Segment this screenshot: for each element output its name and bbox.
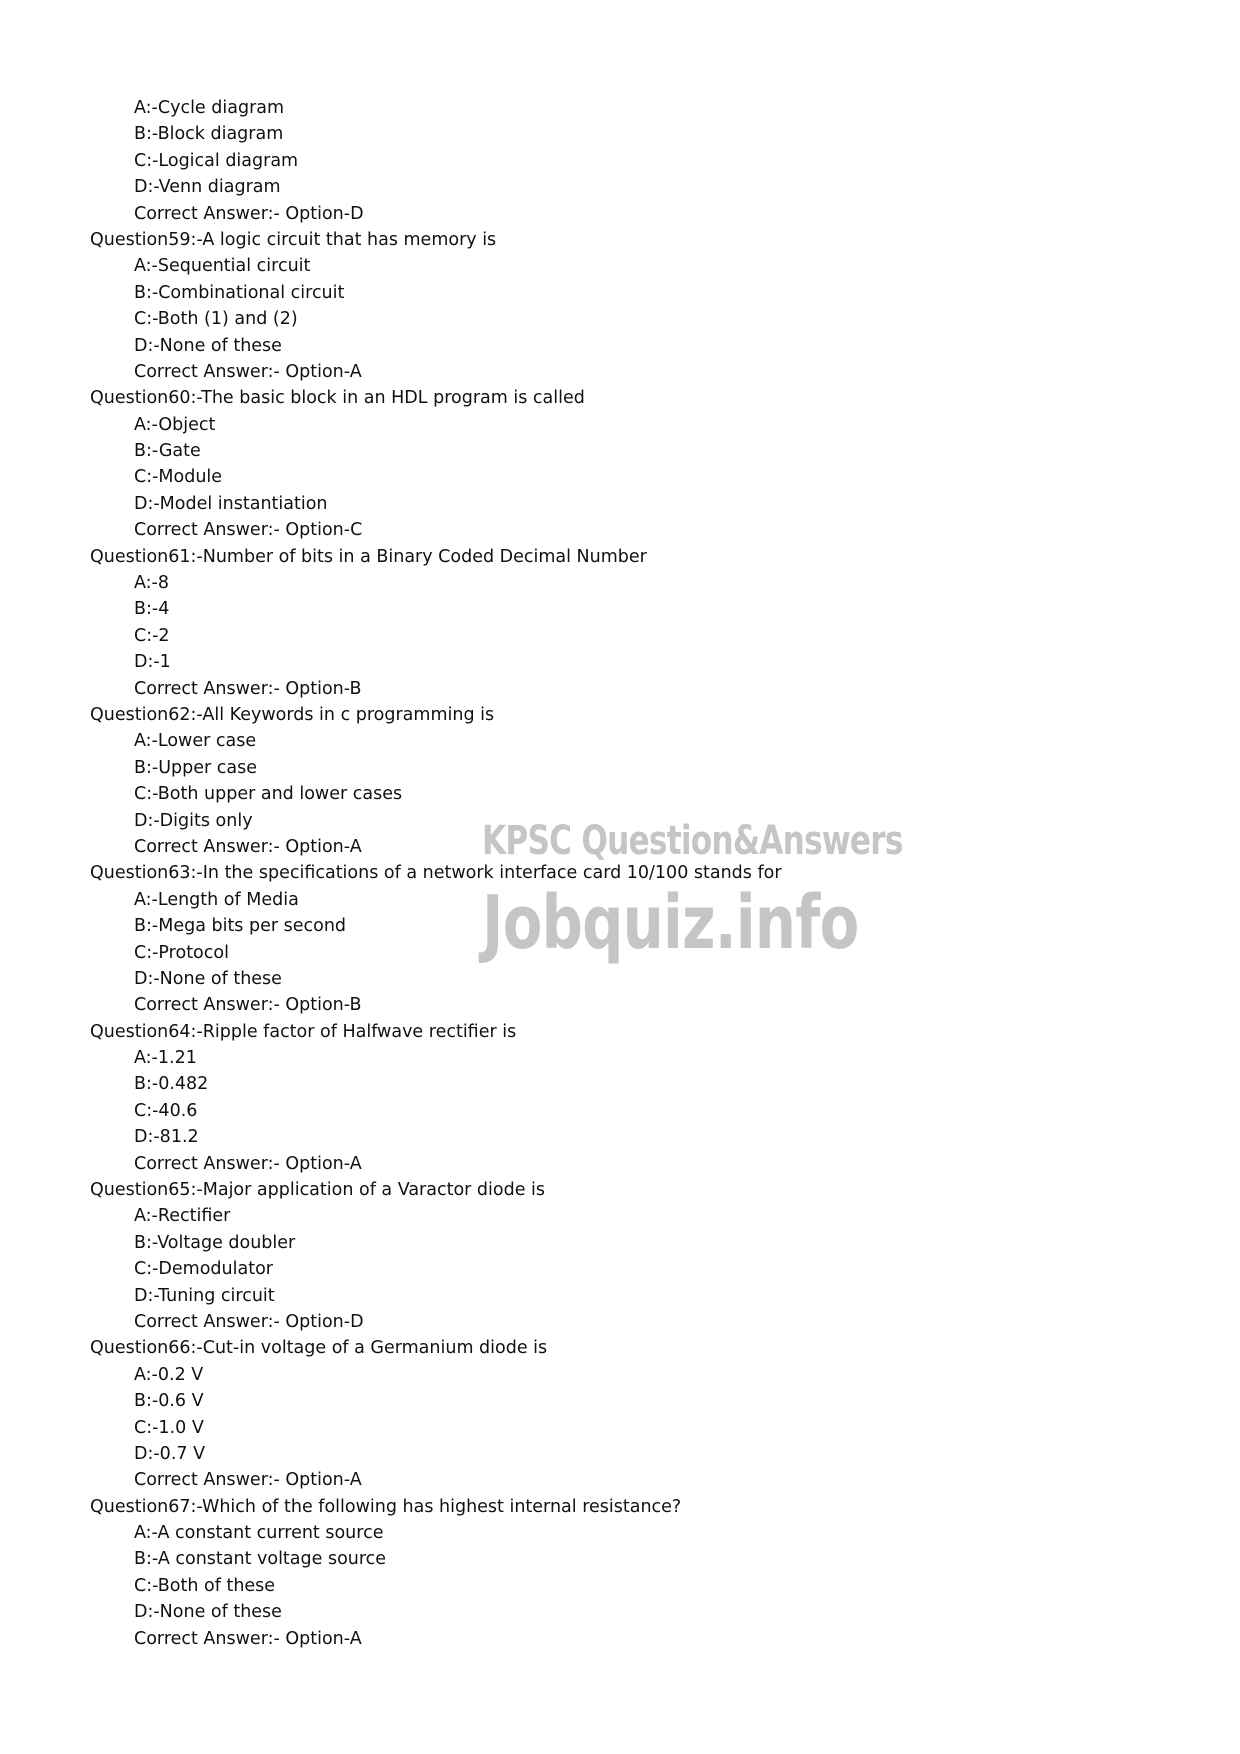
question-block-continued [90,95,782,227]
question-text: Question66:-Cut-in voltage of a Germanium diode is [90,1338,548,1359]
option-a: A:-Lower case [134,731,257,752]
option-d: D:-None of these [134,1602,282,1623]
option-c: C:-Logical diagram [134,150,299,171]
question-text: Question63:-In the specifications of a network interface card 10/100 stands for [90,863,782,884]
option-b: B:-Combinational circuit [134,282,345,303]
option-b: B:-Upper case [134,757,257,778]
question-block [90,1335,782,1493]
option-a: A:-0.2 V [134,1364,204,1385]
option-b: B:-A constant voltage source [134,1549,387,1570]
option-d: D:-0.7 V [134,1443,206,1464]
option-d: D:-81.2 [134,1127,199,1148]
option-c: C:-Both (1) and (2) [134,309,298,330]
question-text: Question62:-All Keywords in c programming is [90,704,495,725]
option-a: A:-1.21 [134,1048,197,1069]
option-a: A:-8 [134,573,170,594]
correct-answer: Correct Answer:- Option-C [134,520,363,541]
watermark-line-1: KPSC Question&Answers [482,818,903,864]
option-c: C:-Module [134,467,223,488]
option-c: C:-Protocol [134,942,229,963]
option-b: B:-Voltage doubler [134,1232,296,1253]
question-block [90,1177,782,1335]
option-a: A:-Rectifier [134,1206,231,1227]
option-d: D:-Digits only [134,810,253,831]
option-a: A:-Sequential circuit [134,256,311,277]
correct-answer: Correct Answer:- Option-A [134,1628,362,1649]
question-block [90,385,782,543]
option-d: D:-1 [134,652,171,673]
option-c: C:-Both of these [134,1575,276,1596]
option-a: A:-Object [134,414,216,435]
option-d: D:-None of these [134,335,282,356]
question-block [90,544,782,702]
option-d: D:-Venn diagram [134,177,281,198]
option-d: D:-Model instantiation [134,493,328,514]
option-d: D:-Tuning circuit [134,1285,275,1306]
correct-answer: Correct Answer:- Option-A [134,361,362,382]
correct-answer: Correct Answer:- Option-A [134,1470,362,1491]
option-b: B:-0.6 V [134,1391,204,1412]
option-a: A:-A constant current source [134,1523,384,1544]
question-text: Question67:-Which of the following has highest internal resistance? [90,1496,682,1517]
question-block [90,1494,782,1652]
option-c: C:-Both upper and lower cases [134,784,403,805]
option-b: B:-Mega bits per second [134,916,347,937]
option-b: B:-4 [134,599,170,620]
correct-answer: Correct Answer:- Option-A [134,1153,362,1174]
option-c: C:-1.0 V [134,1417,204,1438]
question-block [90,227,782,385]
correct-answer: Correct Answer:- Option-A [134,836,362,857]
correct-answer: Correct Answer:- Option-D [134,203,364,224]
correct-answer: Correct Answer:- Option-B [134,995,362,1016]
option-c: C:-Demodulator [134,1259,273,1280]
watermark-line-2: Jobquiz.info [482,880,859,966]
option-c: C:-2 [134,625,170,646]
correct-answer: Correct Answer:- Option-B [134,678,362,699]
option-b: B:-0.482 [134,1074,209,1095]
option-a: A:-Cycle diagram [134,98,285,118]
option-d: D:-None of these [134,968,282,989]
option-b: B:-Gate [134,441,201,462]
question-text: Question65:-Major application of a Varactor diode is [90,1180,546,1201]
question-text: Question64:-Ripple factor of Halfwave rectifier is [90,1021,517,1042]
question-text: Question59:-A logic circuit that has memory is [90,229,497,250]
question-text: Question61:-Number of bits in a Binary Coded Decimal Number [90,546,647,567]
option-a: A:-Length of Media [134,889,299,910]
option-b: B:-Block diagram [134,124,284,145]
question-block [90,1019,782,1177]
question-list [90,95,782,1652]
question-text: Question60:-The basic block in an HDL program is called [90,388,585,409]
correct-answer: Correct Answer:- Option-D [134,1311,364,1332]
option-c: C:-40.6 [134,1100,198,1121]
